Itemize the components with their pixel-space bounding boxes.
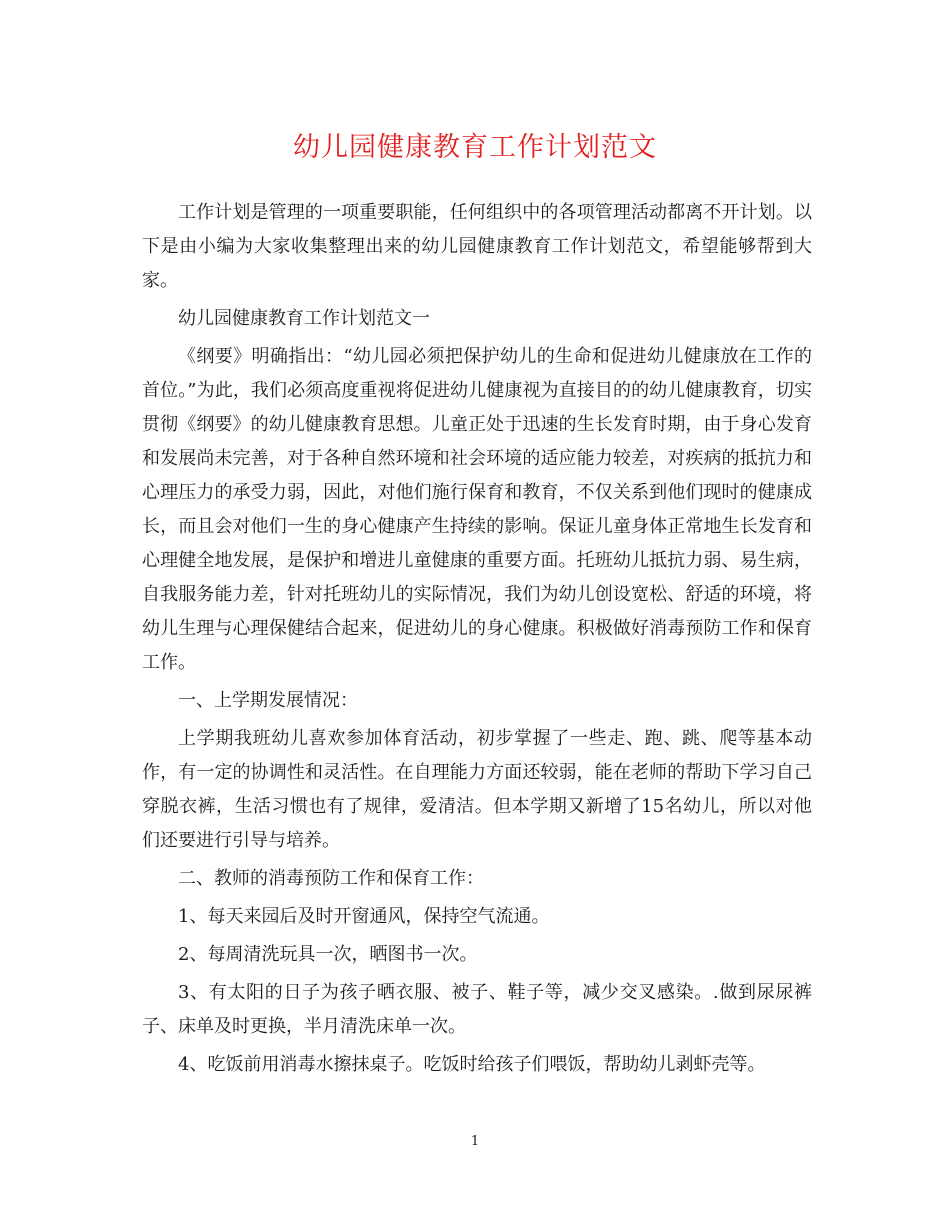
paragraph-section-heading: 幼儿园健康教育工作计划范文一 [178, 308, 430, 329]
paragraph-guideline: 《纲要》明确指出：“幼儿园必须把保护幼儿的生命和促进幼儿健康放在工作的首位。”为此，我们必须高度重视将促进幼儿健康视为直接目的的幼儿健康教育，切实贯彻《纲要》的幼儿健康教育思想。儿童正处于迅速的生长发育时期，由于身心发育和发展尚未完善，对于各种自然环境和社会环境的适应能力较差，对疾病的抵抗力和心理压力的承受力弱，因此，对他们施行保育和教育，不仅关系到他们现时的健康成长，而且会对他们一生的身心健康产生持续的影响。保证儿童身体正常地生长发育和心理健全地发展，是保护和增进儿童健康的重要方面。托班幼儿抵抗力弱、易生病，自我服务能力差，针对托班幼儿的实际情况，我们为幼儿创设宽松、舒适的环境，将幼儿生理与心理保健结合起来，促进幼儿的身心健康。积极做好消毒预防工作和保育工作。 [142, 346, 812, 673]
page-number: 1 [470, 1134, 480, 1149]
document-body [142, 196, 812, 1086]
paragraph-item-4: 4、吃饭前用消毒水擦抹桌子。吃饭时给孩子们喂饭，帮助幼儿剥虾壳等。 [178, 1054, 766, 1075]
paragraph-item-3: 3、有太阳的日子为孩子晒衣服、被子、鞋子等，减少交叉感染。.做到尿尿裤子、床单及时更换，半月清洗床单一次。 [142, 982, 812, 1037]
paragraph-item-1: 1、每天来园后及时开窗通风，保持空气流通。 [178, 906, 550, 927]
paragraph-intro: 工作计划是管理的一项重要职能，任何组织中的各项管理活动都离不开计划。以下是由小编为大家收集整理出来的幼儿园健康教育工作计划范文，希望能够帮到大家。 [142, 202, 812, 291]
paragraph-heading-2: 二、教师的消毒预防工作和保育工作： [178, 868, 484, 889]
paragraph-heading-1: 一、上学期发展情况： [178, 690, 358, 711]
paragraph-item-2: 2、每周清洗玩具一次，晒图书一次。 [178, 944, 478, 965]
paragraph-last-term: 上学期我班幼儿喜欢参加体育活动，初步掌握了一些走、跑、跳、爬等基本动作，有一定的协调性和灵活性。在自理能力方面还较弱，能在老师的帮助下学习自己穿脱衣裤，生活习惯也有了规律，爱清洁。但本学期又新增了15名幼儿，所以对他们还要进行引导与培养。 [142, 728, 812, 851]
document-title: 幼儿园健康教育工作计划范文 [293, 132, 657, 163]
